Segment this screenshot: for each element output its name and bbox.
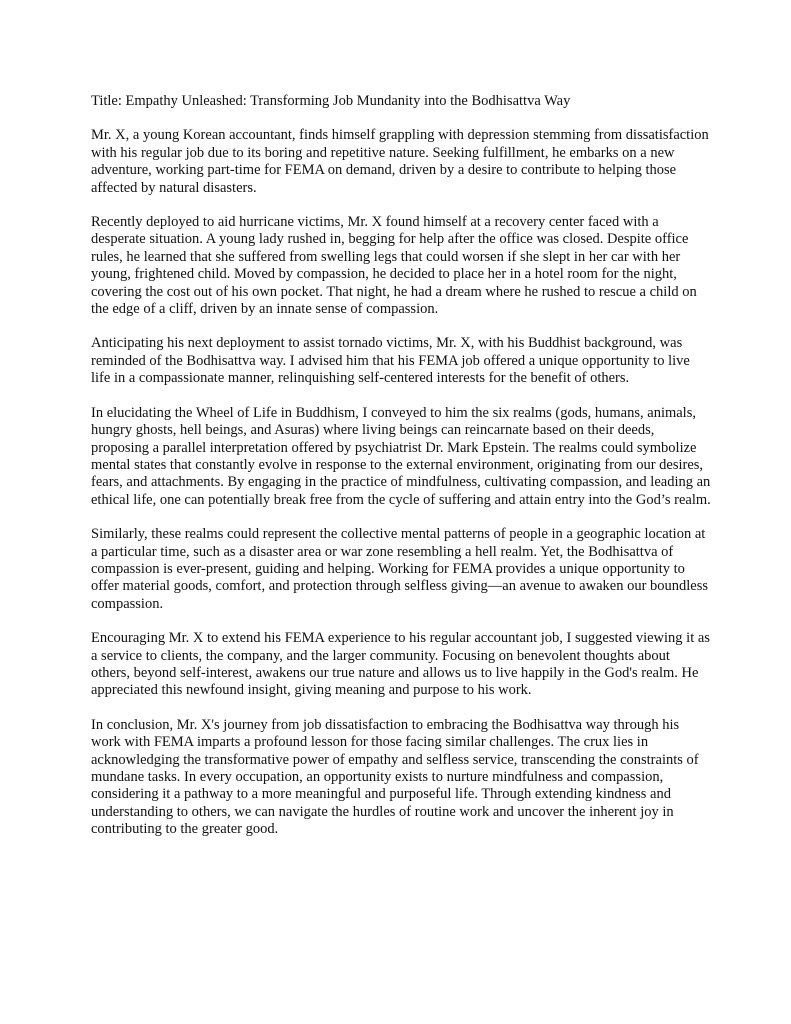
paragraph-regular-job: Encouraging Mr. X to extend his FEMA experience to his regular accountant job, I suggested viewing it as a service to clients, the company, and the larger community. Focusing on benevolent thoughts about others, beyond self-interest, awakens our true nature and allows us to live happily in the God's realm. He appreciated this newfound insight, giving meaning and purpose to his work. [91, 630, 710, 699]
paragraph-intro: Mr. X, a young Korean accountant, finds himself grappling with depression stemming from dissatisfaction with his regular job due to its boring and repetitive nature. Seeking fulfillment, he embarks on a new adventure, working part-time for FEMA on demand, driven by a desire to contribute to helping those affected by natural disasters. [91, 127, 709, 196]
paragraph-conclusion: In conclusion, Mr. X's journey from job dissatisfaction to embracing the Bodhisattva way through his work with FEMA imparts a profound lesson for those facing similar challenges. The crux lies in acknowledging the transformative power of empathy and selfless service, transcending the constraints of mundane tasks. In every occupation, an opportunity exists to nurture mindfulness and compassion, considering it a pathway to a more meaningful and purposeful life. Through extending kindness and understanding to others, we can navigate the hurdles of routine work and uncover the inherent joy in contributing to the greater good. [91, 716, 699, 838]
document-title: Title: Empathy Unleashed: Transforming Job Mundanity into the Bodhisattva Way [91, 93, 571, 109]
paragraph-wheel-of-life: In elucidating the Wheel of Life in Buddhism, I conveyed to him the six realms (gods, humans, animals, hungry ghosts, hell beings, and Asuras) where living beings can reincarnate based on their deeds, proposing a parallel interpretation offered by psychiatrist Dr. Mark Epstein. The realms could symbolize mental states that constantly evolve in response to the external environment, originating from our desires, fears, and attachments. By engaging in the practice of mindfulness, cultivating compassion, and leading an ethical life, one can potentially break free from the cycle of suffering and attain entry into the God’s realm. [91, 404, 711, 508]
document-body [91, 93, 711, 856]
paragraph-hurricane-deployment: Recently deployed to aid hurricane victims, Mr. X found himself at a recovery center faced with a desperate situation. A young lady rushed in, begging for help after the office was closed. Despite office rules, he learned that she suffered from swelling legs that could worsen if she slept in her car with her young, frightened child. Moved by compassion, he decided to place her in a hotel room for the night, covering the cost out of his own pocket. That night, he had a dream where he rushed to rescue a child on the edge of a cliff, driven by an innate sense of compassion. [91, 214, 697, 318]
paragraph-collective-realms: Similarly, these realms could represent the collective mental patterns of people in a geographic location at a particular time, such as a disaster area or war zone resembling a hell realm. Yet, the Bodhisattva of compassion is ever-present, guiding and helping. Working for FEMA provides a unique opportunity to offer material goods, comfort, and protection through selfless giving—an avenue to awaken our boundless compassion. [91, 526, 709, 612]
paragraph-bodhisattva-way: Anticipating his next deployment to assist tornado victims, Mr. X, with his Buddhist background, was reminded of the Bodhisattva way. I advised him that his FEMA job offered a unique opportunity to live life in a compassionate manner, relinquishing self-centered interests for the benefit of others. [91, 335, 690, 387]
